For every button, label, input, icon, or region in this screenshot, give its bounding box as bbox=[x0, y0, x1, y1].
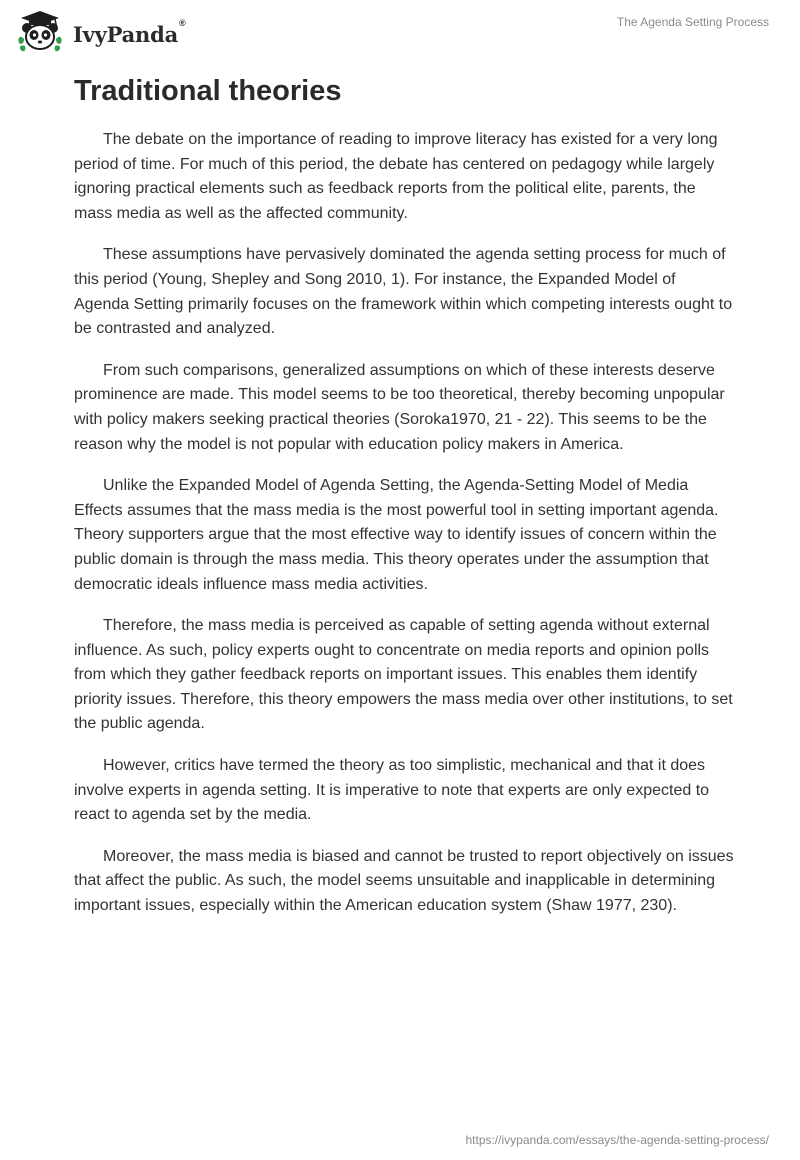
paragraph: Therefore, the mass media is perceived as capable of setting agenda without external influence. As such, policy experts ought to concentrate on media reports and opinion polls from which they gather feedback reports on important issues. This enables them identify priority issues. Therefore, this theory empowers the mass media over other institutions, to set the public agenda. bbox=[74, 617, 733, 733]
source-url[interactable]: https://ivypanda.com/essays/the-agenda-setting-process/ bbox=[465, 1133, 769, 1147]
registered-mark: ® bbox=[179, 17, 186, 28]
paragraph: Unlike the Expanded Model of Agenda Setting, the Agenda-Setting Model of Media Effects assumes that the mass media is the most powerful tool in setting important agenda. Theory supporters argue that the most effective way to identify issues of concern within the public domain is through the mass media. This theory operates under the assumption that democratic ideals influence mass media activities. bbox=[74, 477, 719, 593]
document-title: The Agenda Setting Process bbox=[616, 15, 769, 29]
paragraph: Moreover, the mass media is biased and cannot be trusted to report objectively on issues that affect the public. As such, the model seems unsuitable and inapplicable in determining important issues, especially within the American education system (Shaw 1977, 230). bbox=[74, 847, 734, 915]
paragraph: However, critics have termed the theory as too simplistic, mechanical and that it does involve experts in agenda setting. It is imperative to note that experts are only expected to react to agenda set by the media. bbox=[74, 757, 710, 824]
page-header bbox=[0, 0, 800, 60]
paragraph: These assumptions have pervasively dominated the agenda setting process for much of this period (Young, Shepley and Song 2010, 1). For instance, the Expanded Model of Agenda Setting primarily focuses on the framework within which competing interests ought to be contrasted and analyzed. bbox=[74, 246, 733, 338]
paragraph: The debate on the importance of reading to improve literacy has existed for a very long period of time. For much of this period, the debate has centered on pedagogy while largely ignoring practical elements such as feedback reports from the political elite, parents, the mass media as well as the affected community. bbox=[74, 131, 718, 222]
article-body bbox=[74, 70, 734, 936]
ivypanda-logo[interactable] bbox=[15, 9, 185, 55]
brand-name: IvyPanda® bbox=[73, 17, 186, 47]
panda-graduate-icon bbox=[15, 9, 65, 55]
section-heading: Traditional theories bbox=[74, 75, 342, 107]
paragraph: From such comparisons, generalized assumptions on which of these interests deserve prominence are made. This model seems to be too theoretical, thereby becoming unpopular with policy makers seeking practical theories (Soroka1970, 21 - 22). This seems to be the reason why the model is not popular with education policy makers in America. bbox=[74, 361, 725, 453]
